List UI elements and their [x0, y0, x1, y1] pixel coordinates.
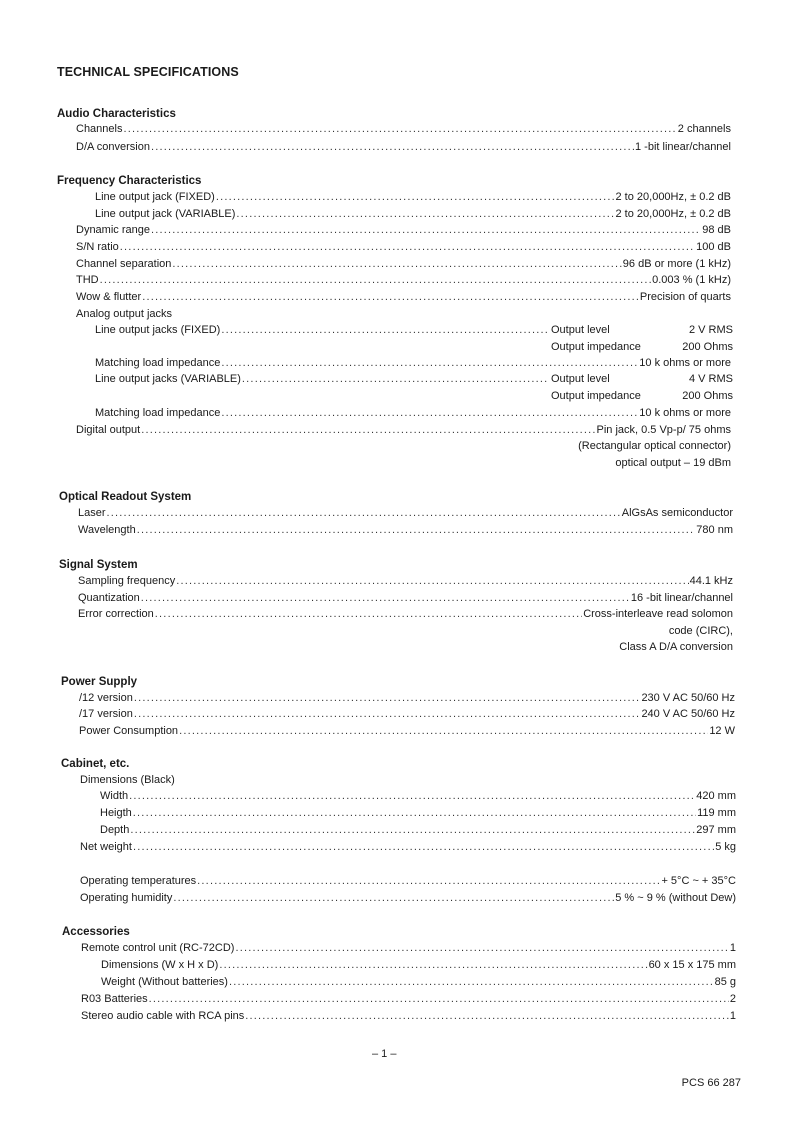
leader-dots	[142, 290, 639, 304]
dimensions-label: Dimensions (Black)	[80, 774, 175, 786]
leader-dots	[133, 806, 696, 820]
spec-value: 60 x 15 x 175 mm	[648, 959, 736, 971]
spec-row-quantization	[78, 591, 733, 605]
spec-label: D/A conversion	[76, 141, 150, 153]
leader-dots	[172, 257, 621, 271]
spec-row-fixed-matching	[95, 356, 731, 370]
spec-label: Laser	[78, 507, 106, 519]
leader-dots	[216, 190, 615, 204]
leader-dots	[149, 992, 729, 1006]
leader-dots	[221, 323, 549, 337]
heading-optical: Optical Readout System	[59, 491, 192, 503]
spec-row-line-variable	[95, 207, 731, 221]
spec-value: 12 W	[709, 725, 735, 737]
spec-row-v12	[79, 691, 735, 705]
spec-value: 2 to 20,000Hz, ± 0.2 dB	[615, 208, 731, 220]
leader-dots	[141, 591, 630, 605]
spec-label: Dimensions (W x H x D)	[101, 959, 219, 971]
spec-value: 420 mm	[696, 790, 736, 802]
spec-value: + 5°C ~ + 35°C	[661, 875, 736, 887]
spec-row-dynamic-range	[76, 223, 731, 237]
spec-value: 2 to 20,000Hz, ± 0.2 dB	[615, 191, 731, 203]
spec-value: 85 g	[714, 976, 736, 988]
spec-label: Stereo audio cable with RCA pins	[81, 1010, 245, 1022]
spec-row-laser	[78, 506, 733, 520]
digital-output-line3: optical output – 19 dBm	[615, 457, 731, 469]
leader-dots	[100, 273, 652, 287]
spec-row-wavelength	[78, 523, 733, 537]
spec-label: Operating humidity	[80, 892, 173, 904]
leader-dots	[107, 506, 621, 520]
spec-label: Line output jack (VARIABLE)	[95, 208, 236, 220]
fixed-output-level	[551, 323, 733, 337]
spec-row-depth	[100, 823, 736, 837]
leader-dots	[221, 356, 638, 370]
leader-dots	[134, 707, 641, 721]
spec-label: Channel separation	[76, 258, 172, 270]
leader-dots	[133, 840, 714, 854]
leader-dots	[130, 823, 695, 837]
spec-label: Wow & flutter	[76, 291, 142, 303]
spec-value: 0.003 % (1 kHz)	[652, 274, 731, 286]
spec-label: Digital output	[76, 424, 141, 436]
spec-value: 119 mm	[697, 807, 736, 819]
leader-dots	[179, 724, 708, 738]
leader-dots	[120, 240, 695, 254]
leader-dots	[141, 423, 595, 437]
error-correction-line2: code (CIRC),	[668, 625, 733, 637]
leader-dots	[173, 891, 614, 905]
fixed-output-impedance	[551, 340, 733, 354]
leader-dots	[235, 941, 728, 955]
spec-row-wow-flutter	[76, 290, 731, 304]
variable-output-impedance	[551, 389, 733, 403]
spec-row-digital-output	[76, 423, 731, 437]
spec-label: Error correction	[78, 608, 154, 620]
spec-value: 5 kg	[715, 841, 736, 853]
spec-label: Operating temperatures	[80, 875, 197, 887]
output-level-value: 4 V RMS	[688, 373, 733, 385]
spec-row-remote-weight	[101, 975, 736, 989]
spec-row-net-weight	[80, 840, 736, 854]
heading-power: Power Supply	[61, 676, 138, 688]
spec-row-audio-cable	[81, 1009, 736, 1023]
digital-output-line2: (Rectangular optical connector)	[578, 440, 731, 452]
heading-cabinet: Cabinet, etc.	[61, 758, 130, 770]
output-impedance-value: 200 Ohms	[682, 341, 733, 353]
spec-row-v17	[79, 707, 735, 721]
spec-value: 297 mm	[696, 824, 736, 836]
spec-value: 5 % ~ 9 % (without Dew)	[615, 892, 736, 904]
spec-label: Channels	[76, 123, 123, 135]
spec-row-temperatures	[80, 874, 736, 888]
leader-dots	[137, 523, 696, 537]
leader-dots	[129, 789, 695, 803]
spec-label: S/N ratio	[76, 241, 119, 253]
leader-dots	[197, 874, 660, 888]
spec-value: 96 dB or more (1 kHz)	[622, 258, 731, 270]
spec-label: Line output jacks (FIXED)	[95, 324, 221, 336]
heading-audio: Audio Characteristics	[57, 108, 176, 120]
leader-dots	[134, 691, 641, 705]
spec-label: R03 Batteries	[81, 993, 148, 1005]
spec-value: 10 k ohms or more	[639, 407, 731, 419]
output-impedance-value: 200 Ohms	[682, 390, 733, 402]
heading-frequency: Frequency Characteristics	[57, 175, 202, 187]
spec-value: 2 channels	[677, 123, 731, 135]
spec-label: /17 version	[79, 708, 133, 720]
spec-row-channel-separation	[76, 257, 731, 271]
spec-label: Wavelength	[78, 524, 136, 536]
spec-label: Quantization	[78, 592, 140, 604]
heading-accessories: Accessories	[62, 926, 130, 938]
error-correction-line3: Class A D/A conversion	[619, 641, 733, 653]
output-level-label: Output level	[551, 324, 610, 336]
spec-label: Depth	[100, 824, 130, 836]
leader-dots	[155, 607, 582, 621]
spec-label: Matching load impedance	[95, 357, 221, 369]
spec-label: Remote control unit (RC-72CD)	[81, 942, 235, 954]
leader-dots	[221, 406, 638, 420]
spec-value: 44.1 kHz	[689, 575, 733, 587]
variable-output-level	[551, 372, 733, 386]
spec-row-remote-dimensions	[101, 958, 736, 972]
spec-value: 100 dB	[696, 241, 731, 253]
output-level-value: 2 V RMS	[688, 324, 733, 336]
spec-row-line-fixed	[95, 190, 731, 204]
spec-value: AlGsAs semiconductor	[621, 507, 733, 519]
spec-row-variable-jacks	[95, 372, 550, 386]
spec-label: THD	[76, 274, 99, 286]
leader-dots	[245, 1009, 729, 1023]
spec-row-height	[100, 806, 736, 820]
analog-output-label: Analog output jacks	[76, 308, 173, 320]
spec-label: Line output jacks (VARIABLE)	[95, 373, 241, 385]
spec-value: 1 -bit linear/channel	[634, 141, 731, 153]
leader-dots	[219, 958, 647, 972]
spec-row-batteries	[81, 992, 736, 1006]
spec-label: Power Consumption	[79, 725, 179, 737]
document-code: PCS 66 287	[681, 1077, 741, 1089]
spec-label: Matching load impedance	[95, 407, 221, 419]
spec-row-da-conversion	[76, 140, 731, 154]
leader-dots	[229, 975, 714, 989]
page-title: TECHNICAL SPECIFICATIONS	[57, 65, 239, 79]
spec-row-width	[100, 789, 736, 803]
spec-row-thd	[76, 273, 731, 287]
spec-value: 16 -bit linear/channel	[630, 592, 733, 604]
spec-row-channels	[76, 122, 731, 136]
spec-value: Precision of quarts	[639, 291, 731, 303]
spec-label: /12 version	[79, 692, 133, 704]
heading-signal: Signal System	[59, 559, 138, 571]
spec-row-humidity	[80, 891, 736, 905]
output-level-label: Output level	[551, 373, 610, 385]
spec-value: Cross-interleave read solomon	[583, 608, 733, 620]
leader-dots	[123, 122, 676, 136]
spec-value: 1	[729, 1010, 736, 1022]
spec-row-fixed-jacks	[95, 323, 550, 337]
spec-value: 240 V AC 50/60 Hz	[641, 708, 735, 720]
spec-value: Pin jack, 0.5 Vp-p/ 75 ohms	[596, 424, 731, 436]
spec-row-sn-ratio	[76, 240, 731, 254]
spec-value: 1	[729, 942, 736, 954]
spec-row-remote	[81, 941, 736, 955]
spec-label: Heigth	[100, 807, 132, 819]
spec-row-error-correction	[78, 607, 733, 621]
leader-dots	[151, 140, 634, 154]
spec-label: Dynamic range	[76, 224, 150, 236]
output-impedance-label: Output impedance	[551, 341, 641, 353]
leader-dots	[242, 372, 549, 386]
spec-value: 780 nm	[696, 524, 733, 536]
spec-row-power-consumption	[79, 724, 735, 738]
spec-label: Sampling frequency	[78, 575, 176, 587]
spec-label: Line output jack (FIXED)	[95, 191, 215, 203]
spec-value: 230 V AC 50/60 Hz	[641, 692, 735, 704]
spec-row-variable-matching	[95, 406, 731, 420]
spec-label: Width	[100, 790, 129, 802]
leader-dots	[151, 223, 701, 237]
spec-label: Weight (Without batteries)	[101, 976, 228, 988]
output-impedance-label: Output impedance	[551, 390, 641, 402]
page-number: – 1 –	[372, 1048, 397, 1060]
spec-value: 2	[729, 993, 736, 1005]
leader-dots	[176, 574, 688, 588]
spec-value: 10 k ohms or more	[639, 357, 731, 369]
spec-label: Net weight	[80, 841, 132, 853]
spec-value: 98 dB	[702, 224, 731, 236]
leader-dots	[236, 207, 614, 221]
spec-row-sampling	[78, 574, 733, 588]
